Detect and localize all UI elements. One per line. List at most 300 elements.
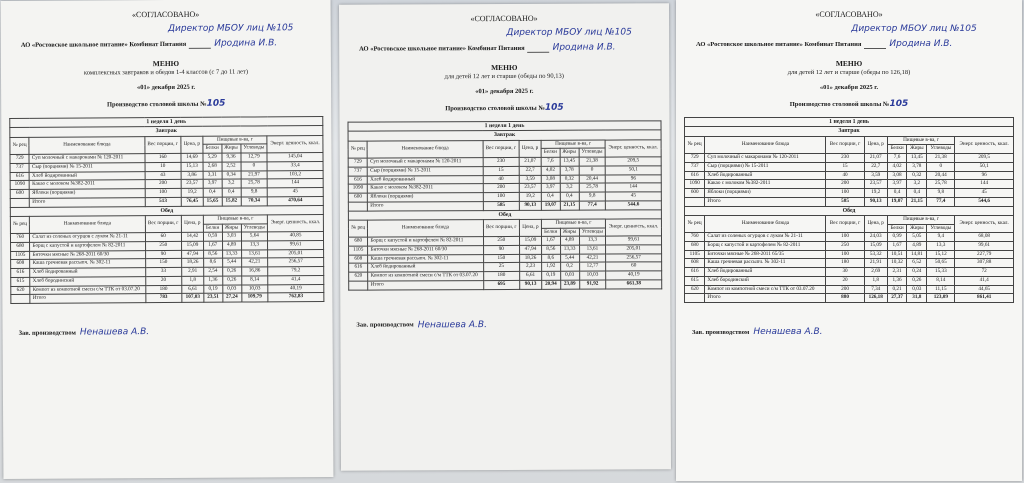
total-label: Итого	[705, 294, 826, 303]
cell-energy: 45	[267, 188, 323, 197]
cell-weight: 25	[483, 263, 520, 272]
week-label: 1 неделя 1 день	[685, 118, 1014, 127]
cell-weight: 90	[145, 250, 182, 259]
cell-name: Каша гречневая рассыпч. № 302-11	[30, 259, 145, 268]
col-energy: Энерг. ценность, ккал.	[268, 214, 324, 232]
col-fat: Жиры	[560, 228, 579, 237]
table-row	[685, 276, 1014, 285]
cell-rec: 616	[685, 268, 705, 277]
cell-protein: 8,6	[203, 259, 222, 268]
header-row	[685, 136, 1014, 145]
cell-price: 6,61	[182, 285, 204, 294]
cell-price: 1,8	[864, 276, 887, 285]
col-fat: Жиры	[907, 145, 927, 154]
cell-protein: 3,31	[203, 171, 222, 180]
cell-weight: 100	[826, 233, 864, 242]
cell-fat: 5,05	[907, 233, 927, 242]
col-nutrients: Пищевые в-ва, г	[541, 140, 605, 149]
cell-fat: 0,24	[907, 268, 927, 277]
cell-price: 18,26	[182, 259, 204, 268]
cell-energy: 40,85	[268, 232, 324, 241]
col-carbs: Углеводы	[579, 149, 606, 158]
cell-name: Компот из компотной смеси с/м ТТК от 03.07.20	[30, 285, 145, 294]
header-row	[348, 140, 661, 150]
cell-price: 47,94	[520, 245, 542, 254]
col-carbs: Углеводы	[927, 224, 955, 233]
col-fat: Жиры	[907, 224, 927, 233]
cell-rec: 737	[10, 163, 29, 172]
cell-rec: 737	[685, 162, 705, 171]
cell-name: Сыр (порциями) № 15-2011	[368, 167, 483, 176]
col-name: Наименование блюда	[30, 216, 145, 234]
cell-fat: 3,2	[222, 179, 241, 188]
col-protein: Белки	[887, 145, 907, 154]
cell-weight: 15	[483, 166, 520, 175]
cell-weight: 180	[483, 272, 520, 281]
cell-fat: 0,26	[222, 276, 241, 285]
cell-carbs: 9,4	[927, 233, 955, 242]
cell-price: 23,57	[519, 184, 541, 193]
cell-fat: 13,33	[222, 250, 241, 259]
cell-energy: 44,65	[955, 285, 1014, 294]
cell-protein: 1,92	[541, 263, 560, 272]
total-energy: 544,6	[606, 201, 662, 210]
menu-subtitle: для детей 12 лет и старше (обеды по 126,18)	[787, 69, 911, 76]
total-label: Итого	[368, 201, 483, 210]
cell-carbs: 5,64	[241, 232, 268, 241]
cell-fat: 2,52	[222, 162, 241, 171]
cell-protein: 3,08	[887, 171, 907, 180]
cell-carbs: 13,3	[579, 236, 606, 245]
cell-price: 15,09	[864, 242, 887, 251]
cell-energy: 72	[955, 268, 1014, 277]
cell-energy: 40,19	[606, 271, 662, 280]
cell-fat: 0,26	[222, 267, 241, 276]
col-rec: № рец	[348, 141, 367, 159]
cell-rec: 1090	[10, 181, 29, 190]
total-protein: 19,07	[887, 197, 907, 206]
school-line	[684, 99, 1014, 109]
cell-energy: 144	[605, 183, 661, 192]
cell-rec: 600	[10, 189, 29, 198]
cell-fat: 4,89	[560, 236, 579, 245]
menu-date: «01» декабря 2025 г.	[819, 84, 879, 91]
cell-protein: 10,51	[887, 250, 907, 259]
meal-name: Обед	[348, 209, 661, 220]
producer-label: Зав. производством	[18, 329, 76, 337]
cell-protein: 0,19	[542, 271, 561, 280]
cell-rec: 616	[10, 172, 29, 181]
cell-energy: 209,5	[955, 154, 1014, 163]
school-label: Производство столовой школы №	[445, 104, 545, 113]
cell-rec: 729	[685, 154, 705, 163]
cell-fat: 13,33	[560, 245, 579, 254]
cell-weight: 230	[483, 158, 520, 167]
cell-carbs: 10,03	[579, 271, 606, 280]
cell-carbs: 0	[927, 162, 955, 171]
cell-protein: 8,56	[541, 245, 560, 254]
cell-carbs: 25,78	[241, 179, 268, 188]
cell-carbs: 21,38	[579, 157, 606, 166]
total-row	[349, 280, 662, 290]
cell-fat: 4,89	[222, 241, 241, 250]
cell-carbs: 0	[241, 162, 268, 171]
cell-energy: 96	[955, 171, 1014, 180]
total-weight: 783	[145, 294, 182, 303]
cell-carbs: 25,78	[579, 183, 606, 192]
total-row	[685, 197, 1014, 206]
organization-line	[684, 39, 1014, 49]
agreed-label: «СОГЛАСОВАНО»	[470, 13, 538, 24]
col-carbs: Углеводы	[240, 144, 267, 153]
cell-carbs: 42,21	[241, 258, 268, 267]
cell-fat: 3,78	[907, 162, 927, 171]
col-price: Цена, р	[519, 140, 541, 158]
cell-energy: 41,4	[268, 275, 324, 284]
cell-name: Биточки мясные № 268-2011 60/30	[30, 250, 145, 259]
cell-price: 15,09	[181, 241, 203, 250]
cell-price: 2,91	[182, 267, 204, 276]
cell-rec: 620	[685, 285, 705, 294]
table-row	[685, 250, 1014, 259]
col-protein: Белки	[203, 145, 222, 154]
cell-weight: 33	[145, 268, 182, 277]
col-energy: Энерг. ценность, ккал.	[267, 135, 323, 153]
cell-energy: 307,88	[955, 259, 1014, 268]
cell-rec	[685, 197, 705, 206]
col-price: Цена, р	[181, 136, 203, 154]
cell-weight: 150	[483, 254, 520, 263]
col-price: Цена, р	[864, 215, 887, 232]
cell-name: Яблоки (порциями)	[705, 189, 826, 198]
cell-fat: 0,32	[560, 175, 579, 184]
menu-sheet-3	[676, 0, 1022, 481]
cell-price: 19,2	[181, 188, 203, 197]
cell-fat: 0,4	[560, 192, 579, 201]
cell-name: Хлеб бородинский	[30, 277, 145, 286]
cell-protein: 1,67	[541, 237, 560, 246]
total-protein: 23,51	[204, 294, 223, 303]
cell-name: Салат из соленых огурцов с луком № 21-11	[30, 233, 145, 242]
cell-weight: 100	[145, 188, 182, 197]
cell-rec: 608	[11, 260, 30, 269]
cell-carbs: 15,33	[927, 268, 955, 277]
cell-carbs: 8,14	[241, 276, 268, 285]
cell-price: 2,69	[864, 268, 887, 277]
cell-energy: 60	[606, 262, 662, 271]
cell-name: Какао с молоком №382-2011	[30, 180, 145, 189]
cell-name: Борщ с капустой и картофелем № 82-2011	[705, 242, 826, 251]
organization-name: АО «Ростовское школьное питание» Комбинат Питания	[696, 40, 862, 48]
cell-energy: 40,19	[268, 284, 324, 293]
cell-fat: 0,4	[222, 188, 241, 197]
col-protein: Белки	[203, 224, 222, 233]
cell-rec	[349, 281, 368, 290]
total-protein: 19,07	[541, 201, 560, 210]
cell-rec: 1105	[349, 246, 368, 255]
cell-price: 14,69	[181, 153, 203, 162]
cell-rec: 615	[11, 277, 30, 286]
total-price: 90,13	[864, 197, 887, 206]
organization-name: АО «Ростовское школьное питание» Комбинат Питания	[359, 44, 525, 53]
total-row	[685, 294, 1014, 303]
total-energy: 762,83	[268, 293, 324, 302]
col-energy: Энерг. ценность, ккал.	[955, 215, 1014, 232]
signature-line	[528, 43, 550, 52]
cell-name: Хлеб йодированный	[705, 171, 826, 180]
signature-line	[864, 40, 886, 49]
menu-title: МЕНЮ	[152, 58, 180, 69]
cell-energy: 33,4	[267, 161, 323, 170]
total-price: 90,13	[520, 280, 542, 289]
menu-subtitle: для детей 12 лет и старше (обеды по 90,13)	[444, 72, 564, 81]
school-label: Производство столовой школы №	[106, 100, 207, 109]
col-price: Цена, р	[864, 136, 887, 153]
cell-weight: 100	[483, 192, 520, 201]
cell-fat: 13,45	[907, 154, 927, 163]
cell-carbs: 0	[579, 166, 606, 175]
meal-row	[685, 127, 1014, 136]
cell-rec: 680	[11, 242, 30, 251]
cell-fat: 14,81	[907, 250, 927, 259]
cell-rec: 608	[349, 255, 368, 264]
producer-signature: Ненашева А.В.	[753, 327, 823, 338]
cell-protein: 2,54	[204, 267, 223, 276]
cell-weight: 180	[826, 259, 864, 268]
cell-rec	[10, 198, 29, 207]
cell-rec: 620	[349, 272, 368, 281]
cell-energy: 79,2	[268, 267, 324, 276]
cell-carbs: 20,44	[579, 175, 606, 184]
total-carbs: 77,4	[579, 201, 606, 210]
cell-price: 22,7	[864, 162, 887, 171]
cell-rec: 620	[11, 286, 30, 295]
cell-name: Яблоки (порциями)	[30, 189, 145, 198]
cell-weight: 180	[145, 285, 182, 294]
cell-fat: 9,36	[222, 153, 241, 162]
cell-energy: 144	[267, 179, 323, 188]
cell-name: Компот из компотной смеси с/м ТТК от 03.07.20	[705, 285, 826, 294]
cell-weight: 40	[826, 171, 864, 180]
cell-carbs: 12,77	[579, 263, 606, 272]
cell-energy: 256,57	[268, 258, 324, 267]
cell-carbs: 12,79	[241, 153, 268, 162]
total-energy: 470,64	[267, 196, 323, 205]
meal-name: Обед	[10, 205, 323, 216]
cell-weight: 40	[483, 175, 520, 184]
meal-name: Завтрак	[685, 127, 1014, 136]
col-carbs: Углеводы	[579, 228, 606, 237]
cell-fat: 0,26	[907, 276, 927, 285]
cell-protein: 7,6	[541, 157, 560, 166]
cell-weight: 20	[145, 276, 182, 285]
cell-carbs: 13,3	[927, 242, 955, 251]
cell-name: Компот из компотной смеси с/м ТТК от 03.07.20	[368, 272, 483, 281]
cell-price: 53,32	[864, 250, 887, 259]
col-energy: Энерг. ценность, ккал.	[605, 140, 661, 158]
cell-energy: 209,5	[605, 157, 661, 166]
cell-price: 3,59	[864, 171, 887, 180]
cell-rec: 600	[685, 189, 705, 198]
cell-energy: 227,79	[955, 250, 1014, 259]
producer-line	[684, 327, 1014, 337]
cell-energy: 50,1	[605, 166, 661, 175]
cell-weight: 10	[145, 162, 182, 171]
cell-energy: 103,2	[267, 170, 323, 179]
cell-carbs: 50,65	[927, 259, 955, 268]
cell-protein: 5,29	[203, 153, 222, 162]
table-row	[685, 233, 1014, 242]
menu-sheet-2	[339, 3, 671, 470]
signature-line	[189, 39, 211, 48]
cell-carbs: 25,78	[927, 180, 955, 189]
col-carbs: Углеводы	[241, 223, 268, 232]
school-number-handwriting: 105	[544, 102, 564, 113]
cell-protein: 0,99	[887, 233, 907, 242]
cell-rec: 680	[685, 242, 705, 251]
menu-date: «01» декабря 2025 г.	[136, 83, 196, 92]
total-label: Итого	[30, 197, 145, 206]
cell-protein: 2,31	[887, 268, 907, 277]
cell-carbs: 15,12	[927, 250, 955, 259]
cell-rec: 615	[685, 276, 705, 285]
cell-weight: 230	[826, 154, 864, 163]
cell-weight: 90	[483, 245, 520, 254]
week-label: 1 неделя 1 день	[10, 117, 323, 128]
cell-protein: 0,4	[203, 188, 222, 197]
cell-name: Какао с молоком №382-2011	[368, 184, 483, 193]
cell-price: 15,09	[519, 237, 541, 246]
organization-signature: Иродина И.В.	[889, 39, 953, 49]
cell-price: 7,34	[864, 285, 887, 294]
cell-protein: 10,32	[887, 259, 907, 268]
cell-name: Хлеб йодированный	[30, 171, 145, 180]
cell-name: Суп молочный с макаронами № 120-2011	[705, 154, 826, 163]
cell-protein: 8,56	[203, 250, 222, 259]
cell-price: 21,07	[864, 154, 887, 163]
cell-protein: 8,6	[541, 254, 560, 263]
producer-signature: Ненашева А.В.	[417, 319, 487, 331]
cell-weight: 200	[145, 180, 182, 189]
cell-protein: 3,08	[541, 175, 560, 184]
producer-line	[11, 326, 325, 338]
header-row	[10, 135, 323, 146]
cell-name: Биточки мясные № 268-2011 60/30	[368, 246, 483, 255]
total-protein: 20,94	[542, 280, 561, 289]
total-price: 126,18	[864, 294, 887, 303]
total-fat: 31,8	[907, 294, 927, 303]
cell-name: Хлеб йодированный	[705, 268, 826, 277]
total-price: 107,03	[182, 294, 204, 303]
total-carbs: 91,92	[579, 280, 606, 289]
cell-protein: 0,4	[541, 192, 560, 201]
col-price: Цена, р	[519, 219, 541, 237]
cell-carbs: 11,15	[927, 285, 955, 294]
col-weight: Вес порции, г	[483, 219, 520, 237]
col-nutrients: Пищевые в-ва, г	[203, 215, 267, 224]
col-rec: № рец	[348, 220, 367, 238]
cell-energy: 99,61	[955, 242, 1014, 251]
cell-carbs: 13,61	[241, 250, 268, 259]
cell-fat: 0,32	[907, 171, 927, 180]
cell-energy: 256,57	[606, 254, 662, 263]
cell-weight: 200	[826, 285, 864, 294]
organization-signature: Иродина И.В.	[552, 42, 616, 53]
cell-weight: 20	[826, 276, 864, 285]
cell-name: Сыр (порциями) № 15-2011	[29, 163, 144, 172]
cell-energy: 205,01	[606, 245, 662, 254]
cell-fat: 13,45	[560, 157, 579, 166]
cell-weight: 250	[145, 241, 182, 250]
col-rec: № рец	[685, 215, 705, 232]
school-label: Производство столовой школы №	[789, 101, 890, 108]
cell-name: Каша гречневая рассыпч. № 302-11	[368, 254, 483, 263]
cell-weight: 150	[145, 259, 182, 268]
cell-price: 21,91	[864, 259, 887, 268]
cell-name: Сыр (порциями) № 15-2011	[705, 162, 826, 171]
cell-weight: 100	[826, 189, 864, 198]
cell-protein: 1,67	[203, 241, 222, 250]
cell-price: 21,07	[519, 158, 541, 167]
col-energy: Энерг. ценность, ккал.	[955, 136, 1014, 153]
cell-name: Борщ с капустой и картофелем № 82-2011	[368, 237, 483, 246]
cell-name: Хлеб йодированный	[368, 263, 483, 272]
total-fat: 21,15	[907, 197, 927, 206]
cell-price: 18,26	[520, 254, 542, 263]
cell-fat: 0,03	[560, 271, 579, 280]
col-price: Цена, р	[181, 215, 203, 233]
cell-name: Суп молочный с макаронами № 120-2011	[29, 154, 144, 163]
col-protein: Белки	[887, 224, 907, 233]
cell-rec: 616	[685, 171, 705, 180]
total-fat: 15,82	[222, 197, 241, 206]
cell-name: Хлеб йодированный	[30, 268, 145, 277]
school-line	[347, 102, 661, 113]
menu-subtitle: комплексных завтраков и обедов 1-4 классов (с 7 до 11 лет)	[83, 68, 249, 77]
total-price: 76,45	[181, 197, 203, 206]
cell-fat: 3,2	[907, 180, 927, 189]
col-energy: Энерг. ценность, ккал.	[606, 219, 662, 237]
col-fat: Жиры	[560, 149, 579, 158]
col-nutrients: Пищевые в-ва, г	[541, 219, 605, 228]
cell-protein: 2,68	[203, 162, 222, 171]
school-number-handwriting: 105	[889, 99, 909, 109]
cell-rec: 760	[685, 233, 705, 242]
cell-name: Борщ с капустой и картофелем № 82-2011	[30, 242, 145, 251]
cell-energy: 68,08	[955, 233, 1014, 242]
cell-fat: 5,44	[560, 254, 579, 263]
col-name: Наименование блюда	[368, 219, 483, 237]
cell-protein: 3,97	[541, 184, 560, 193]
cell-carbs: 9,8	[241, 188, 268, 197]
col-nutrients: Пищевые в-ва, г	[203, 136, 267, 145]
table-row	[685, 171, 1014, 180]
cell-rec: 760	[10, 234, 29, 243]
cell-energy: 41,4	[955, 276, 1014, 285]
cell-name: Яблоки (порциями)	[368, 193, 483, 202]
producer-label: Зав. производством	[692, 328, 750, 336]
col-weight: Вес порции, г	[826, 136, 864, 153]
cell-price: 47,94	[182, 250, 204, 259]
header-row	[348, 219, 661, 229]
col-protein: Белки	[541, 228, 560, 237]
cell-price: 3,86	[181, 171, 203, 180]
table-row	[685, 189, 1014, 198]
cell-rec: 1090	[685, 180, 705, 189]
cell-rec: 616	[11, 269, 30, 278]
cell-price: 2,23	[520, 263, 542, 272]
total-label: Итого	[705, 197, 826, 206]
